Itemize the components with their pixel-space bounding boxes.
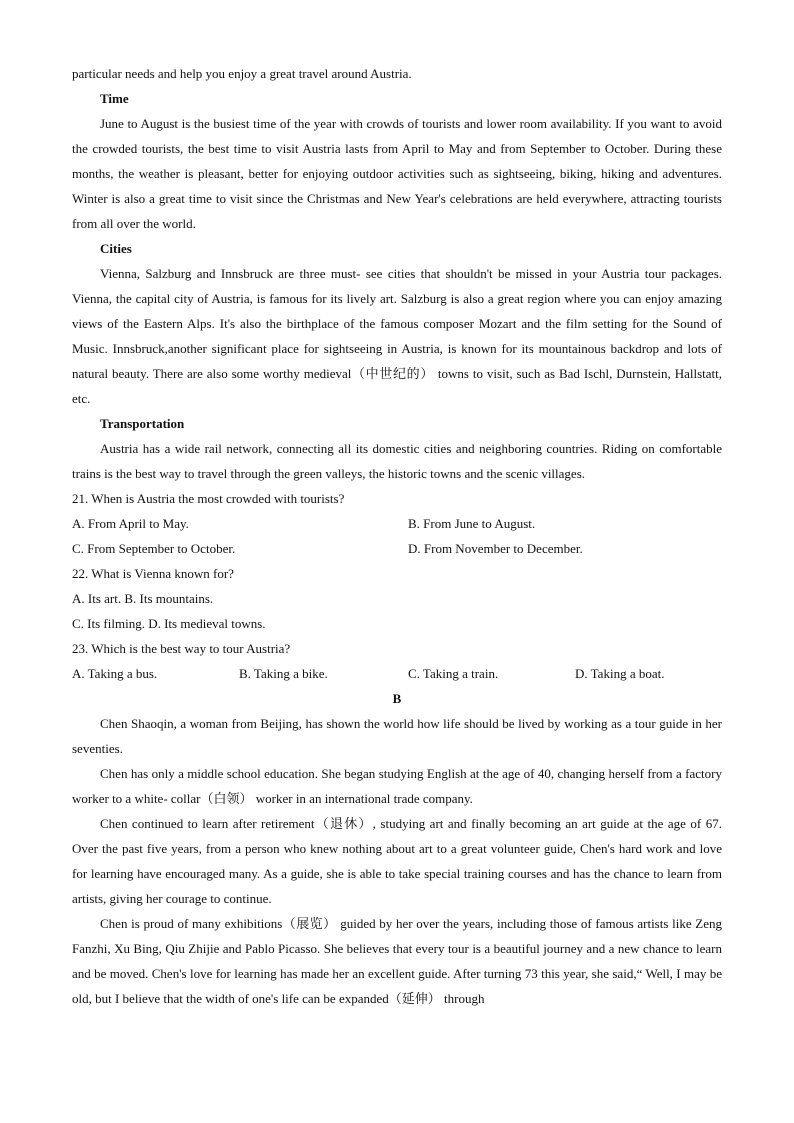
question-23-options-row — [72, 661, 722, 686]
time-paragraph: June to August is the busiest time of the year with crowds of tourists and lower room availability. If you want to avoid the crowded tourists, the best time to visit Austria lasts from April to May and from September to October. During these months, the weather is pleasant, better for enjoying outdoor activities such as sightseeing, biking, hiking and adventures. Winter is also a great time to visit since the Christmas and New Year's celebrations are held everywhere, attracting tourists from all over the world. — [72, 116, 722, 231]
cities-heading: Cities — [100, 241, 132, 256]
question-22-options-cd: C. Its filming. D. Its medieval towns. — [72, 616, 266, 631]
question-21-option-a: A. From April to May. — [72, 516, 189, 531]
transportation-heading: Transportation — [100, 416, 185, 431]
question-23-option-c: C. Taking a train. — [408, 666, 499, 681]
passage-b-paragraph-1: Chen Shaoqin, a woman from Beijing, has shown the world how life should be lived by working as a tour guide in her seventies. — [72, 716, 722, 756]
question-21-option-c: C. From September to October. — [72, 541, 236, 556]
question-21-options-row-1 — [72, 511, 722, 536]
question-21-stem: 21. When is Austria the most crowded with tourists? — [72, 491, 345, 506]
question-23-stem: 23. Which is the best way to tour Austria? — [72, 641, 291, 656]
question-22-options-ab: A. Its art. B. Its mountains. — [72, 591, 214, 606]
question-23-option-b: B. Taking a bike. — [239, 666, 328, 681]
passage-b-paragraph-4: Chen is proud of many exhibitions（展览） guided by her over the years, including those of famous artists like Zeng Fanzhi, Xu Bing, Qiu Zhijie and Pablo Picasso. She believes that every tour is a beautiful journey and a new chance to learn and be moved. Chen's love for learning has made her an excellent guide. After turning 73 this year, she said,“ Well, I may be old, but I believe that the width of one's life can be expanded（延伸） through — [72, 916, 722, 1006]
cities-paragraph: Vienna, Salzburg and Innsbruck are three must- see cities that shouldn't be missed in your Austria tour packages. Vienna, the capital city of Austria, is famous for its lively art. Salzburg is also a great region where you can enjoy amazing views of the Eastern Alps. It's also the birthplace of the famous composer Mozart and the film setting for the Sound of Music. Innsbruck,another significant place for sightseeing in Austria, is known for its mountainous backdrop and lots of natural beauty. There are also some worthy medieval（中世纪的） towns to visit, such as Bad Ischl, Durnstein, Hallstatt, etc. — [72, 266, 722, 406]
question-22-stem: 22. What is Vienna known for? — [72, 566, 234, 581]
question-21-option-d: D. From November to December. — [408, 541, 583, 556]
question-23-option-a: A. Taking a bus. — [72, 666, 158, 681]
passage-b-paragraph-2: Chen has only a middle school education. She began studying English at the age of 40, changing herself from a factory worker to a white- collar（白领） worker in an international trade company. — [72, 766, 722, 806]
question-21-option-b: B. From June to August. — [408, 516, 536, 531]
passage-b-label: B — [392, 691, 402, 706]
question-21-options-row-2 — [72, 536, 722, 561]
passage-b-paragraph-3: Chen continued to learn after retirement（退休）, studying art and finally becoming an art guide at the age of 67. Over the past five years, from a person who knew nothing about art to a great volunteer guide, Chen's hard work and love for learning have encouraged many. As a guide, she is able to take special training courses and has the chance to learn from artists, giving her courage to continue. — [72, 816, 722, 906]
passage-a-intro-end: particular needs and help you enjoy a great travel around Austria. — [72, 66, 412, 81]
time-heading: Time — [100, 91, 129, 106]
question-23-option-d: D. Taking a boat. — [575, 666, 665, 681]
page-content — [72, 61, 722, 1011]
transportation-paragraph: Austria has a wide rail network, connecting all its domestic cities and neighboring countries. Riding on comfortable trains is the best way to travel through the green valleys, the historic towns and the scenic villages. — [72, 441, 722, 481]
